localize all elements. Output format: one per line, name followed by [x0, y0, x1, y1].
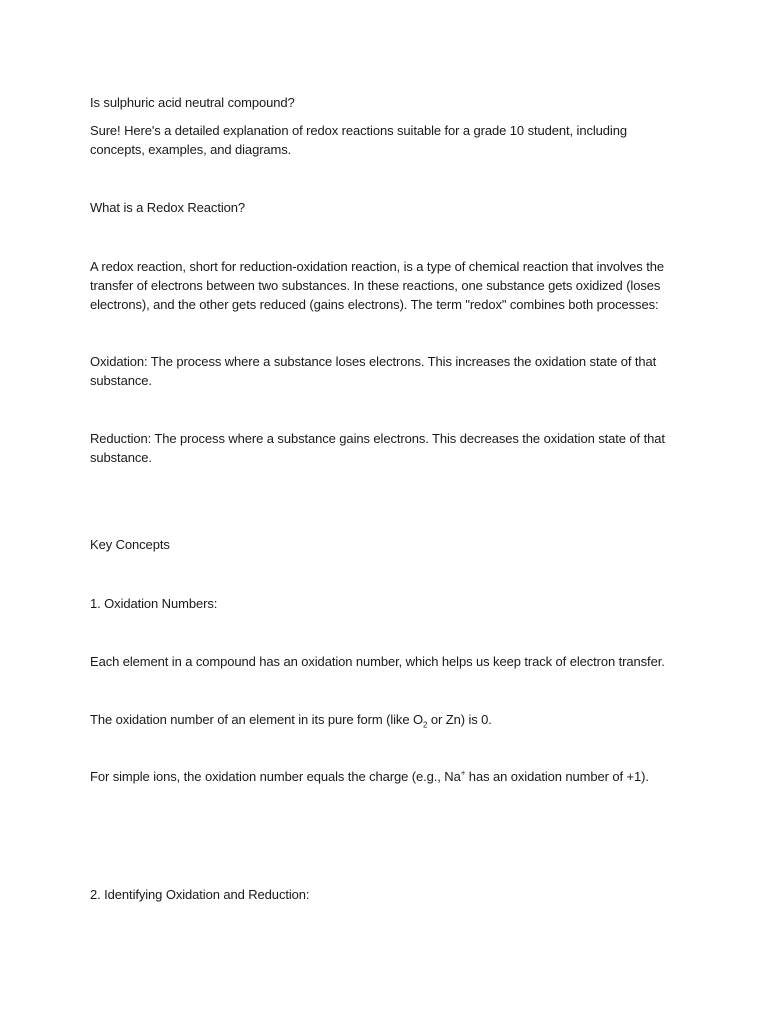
question-line: Is sulphuric acid neutral compound? — [90, 95, 295, 110]
oxidation-number-rule-2 — [90, 710, 680, 729]
rule-2-text-before: The oxidation number of an element in its pure form (like O — [90, 712, 423, 727]
oxidation-number-rule-3 — [90, 767, 680, 786]
rule-2-subscript: 2 — [422, 720, 428, 730]
heading-oxidation-numbers: 1. Oxidation Numbers: — [90, 596, 218, 611]
oxidation-definition: Oxidation: The process where a substance loses electrons. This increases the oxidation state of that substance. — [90, 354, 657, 388]
rule-3-superscript: + — [460, 768, 466, 778]
intro-paragraph: Sure! Here's a detailed explanation of redox reactions suitable for a grade 10 student, including concepts, examples, and diagrams. — [90, 123, 627, 157]
heading-key-concepts: Key Concepts — [90, 537, 170, 552]
oxidation-number-rule-1: Each element in a compound has an oxidation number, which helps us keep track of electron transfer. — [90, 654, 665, 669]
heading-redox-reaction: What is a Redox Reaction? — [90, 200, 246, 215]
heading-identifying-oxidation-reduction: 2. Identifying Oxidation and Reduction: — [90, 887, 310, 902]
rule-3-text-after: has an oxidation number of +1). — [465, 769, 649, 784]
rule-2-text-after: or Zn) is 0. — [427, 712, 492, 727]
reduction-definition: Reduction: The process where a substance gains electrons. This decreases the oxidation state of that substance. — [90, 431, 665, 465]
rule-3-text-before: For simple ions, the oxidation number equals the charge (e.g., Na — [90, 769, 461, 784]
redox-definition-paragraph: A redox reaction, short for reduction-oxidation reaction, is a type of chemical reaction that involves the transfer of electrons between two substances. In these reactions, one substance gets oxidized (loses electrons), and the other gets reduced (gains electrons). The term "redox" combines both processes: — [90, 259, 664, 312]
